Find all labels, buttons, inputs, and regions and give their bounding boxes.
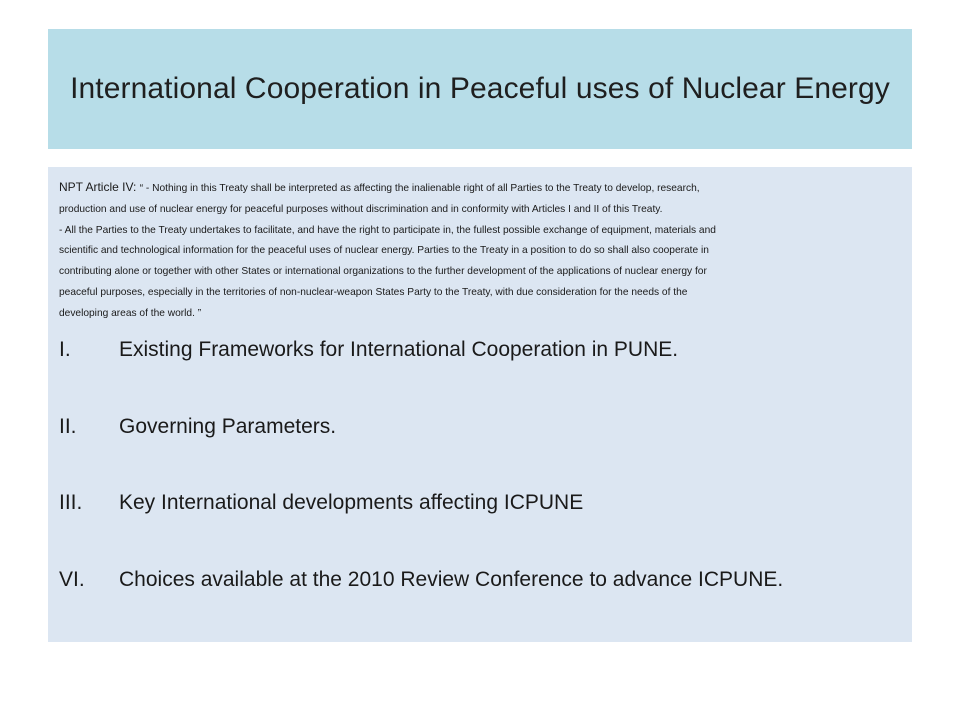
- article-line-text: “ - Nothing in this Treaty shall be interpreted as affecting the inalienable right of all Parties to the Treaty to develop, research,: [139, 183, 700, 194]
- article-line: - All the Parties to the Treaty undertakes to facilitate, and have the right to participate in, the fullest possible exchange of equipment, materials and: [59, 224, 716, 236]
- article-line: contributing alone or together with other States or international organizations to the further development of the applications of nuclear energy for: [59, 266, 707, 278]
- agenda-list: [59, 338, 899, 644]
- agenda-item: [59, 415, 899, 492]
- agenda-item-number: VI.: [59, 567, 85, 591]
- agenda-item-text: Key International developments affecting ICPUNE: [119, 491, 584, 514]
- agenda-item: [59, 568, 899, 645]
- title-banner: [48, 29, 912, 149]
- agenda-item: [59, 491, 899, 568]
- agenda-item-text: Governing Parameters.: [119, 414, 337, 438]
- agenda-item-number: III.: [59, 491, 83, 514]
- agenda-item-text: Choices available at the 2010 Review Conference to advance ICPUNE.: [119, 567, 784, 591]
- article-lead: NPT Article IV:: [59, 180, 140, 194]
- article-line: peaceful purposes, especially in the territories of non-nuclear-weapon States Party to the Treaty, with due consideration for the needs of the: [59, 286, 688, 298]
- article-line: production and use of nuclear energy for peaceful purposes without discrimination and in conformity with Articles I and II of this Treaty.: [59, 203, 663, 215]
- npt-article-quote: [59, 177, 902, 325]
- article-line: scientific and technological information for the peaceful uses of nuclear energy. Parties to the Treaty in a position to do so shall also cooperate in: [59, 245, 709, 257]
- article-line: [59, 177, 902, 200]
- agenda-item-number: II.: [59, 414, 77, 438]
- content-panel: [48, 167, 912, 642]
- agenda-item-text: Existing Frameworks for International Cooperation in PUNE.: [119, 338, 679, 361]
- agenda-item: [59, 338, 899, 415]
- slide-title: International Cooperation in Peaceful uses of Nuclear Energy: [70, 72, 890, 105]
- article-line: developing areas of the world. ”: [59, 307, 202, 319]
- agenda-item-number: I.: [59, 338, 71, 361]
